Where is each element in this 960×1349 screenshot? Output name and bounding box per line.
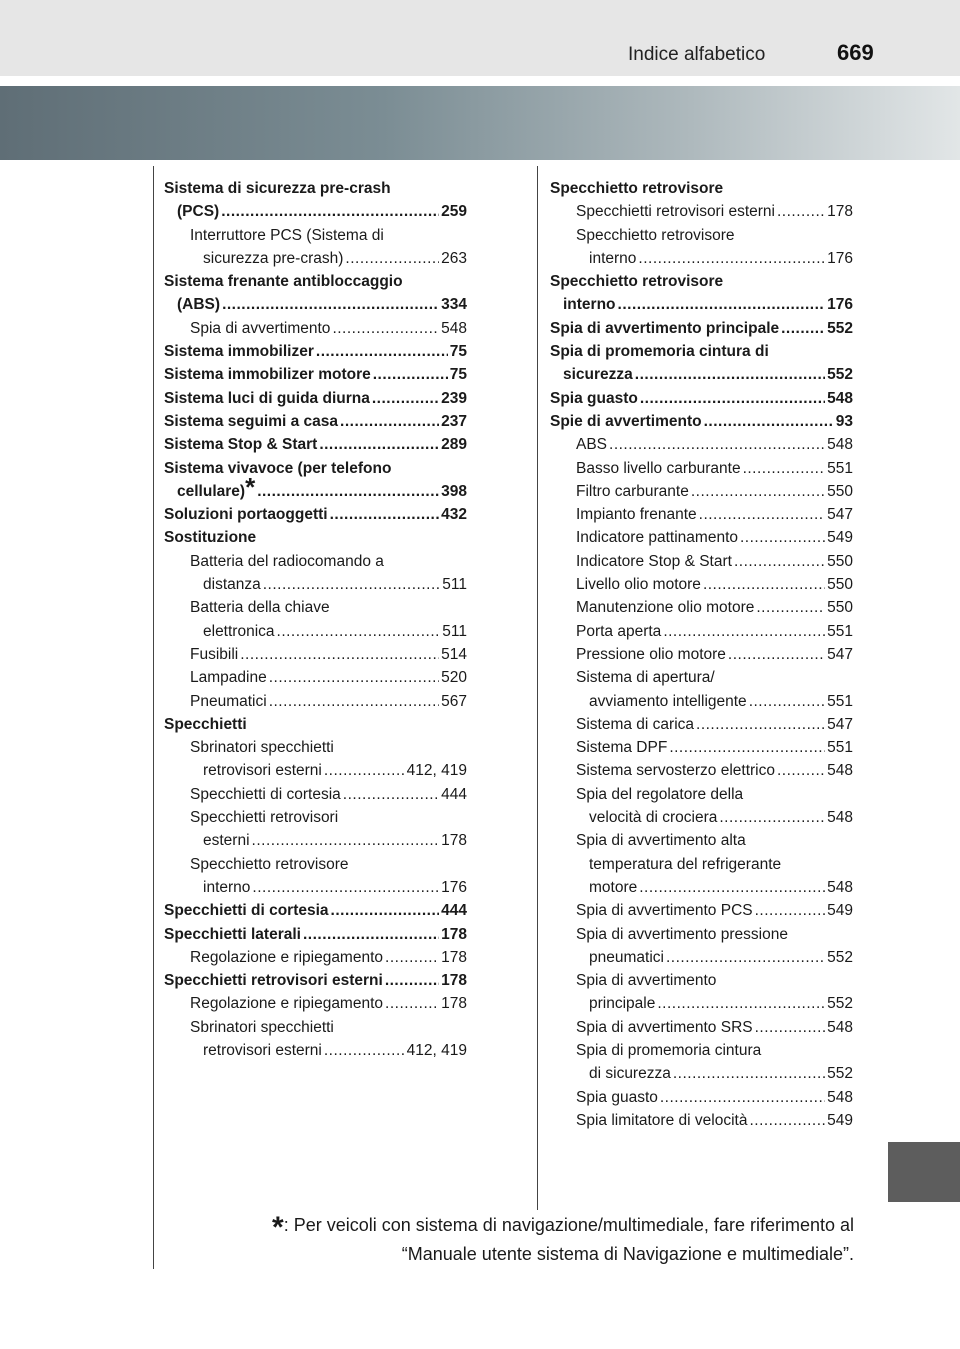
- entry-text: cellulare): [177, 482, 246, 500]
- index-entry: [550, 713, 853, 736]
- index-entry: [550, 946, 853, 969]
- entry-text: Porta aperta: [576, 622, 662, 640]
- index-entry: [550, 1016, 853, 1039]
- entry-text: Sistema vivavoce (per telefono: [164, 459, 392, 477]
- index-entry: [550, 1062, 853, 1085]
- page-ref: 514: [441, 645, 467, 663]
- entry-text: Sistema di apertura/: [576, 669, 715, 687]
- entry-text: Spia di avvertimento: [576, 972, 717, 990]
- leader-dots: [755, 1016, 826, 1039]
- entry-text: Spia limitatore di velocità: [576, 1111, 748, 1129]
- page-ref: 237: [441, 412, 467, 430]
- index-entry: [164, 946, 467, 969]
- entry-text: Soluzioni portaoggetti: [164, 506, 328, 524]
- leader-dots: [340, 410, 439, 433]
- page-ref: 334: [441, 296, 467, 314]
- entry-text: Spia di avvertimento alta: [576, 832, 746, 850]
- margin-rule: [153, 166, 154, 1269]
- entry-text: Pressione olio motore: [576, 645, 726, 663]
- index-entry: [550, 480, 853, 503]
- entry-text: retrovisori esterni: [203, 1041, 322, 1059]
- entry-text: Sistema frenante antibloccaggio: [164, 273, 403, 291]
- leader-dots: [332, 317, 439, 340]
- page-ref: 548: [827, 762, 853, 780]
- entry-text: retrovisori esterni: [203, 762, 322, 780]
- leader-dots: [696, 713, 825, 736]
- index-entry: [164, 200, 467, 223]
- leader-dots: [781, 317, 825, 340]
- entry-text: Spia guasto: [550, 389, 638, 407]
- index-entry: [550, 363, 853, 386]
- index-entry: [550, 1109, 853, 1132]
- entry-text: Spia del regolatore della: [576, 785, 744, 803]
- page-ref: 444: [441, 785, 467, 803]
- index-entry: [164, 1016, 467, 1039]
- index-entry: [164, 177, 467, 200]
- entry-text: Sbrinatori specchietti: [190, 1018, 334, 1036]
- index-entry: [164, 247, 467, 270]
- leader-dots: [638, 247, 825, 270]
- index-entry: [164, 410, 467, 433]
- entry-text: Sistema seguimi a casa: [164, 412, 339, 430]
- entry-text: Specchietto retrovisore: [550, 180, 724, 197]
- leader-dots: [639, 876, 825, 899]
- page-ref: 75: [449, 343, 467, 361]
- footnote-star: *: [272, 1211, 284, 1244]
- index-entry: [164, 1039, 467, 1062]
- index-entry: [164, 899, 467, 922]
- leader-dots: [756, 596, 825, 619]
- index-entry: [164, 596, 467, 619]
- page-ref: 552: [827, 995, 853, 1013]
- page-ref: 75: [449, 366, 467, 384]
- entry-text: Specchietti di cortesia: [190, 785, 341, 803]
- leader-dots: [324, 1039, 405, 1062]
- leader-dots: [657, 992, 825, 1015]
- leader-dots: [699, 503, 825, 526]
- leader-dots: [252, 829, 440, 852]
- page-ref: 239: [441, 389, 467, 407]
- index-entry: [550, 736, 853, 759]
- page-ref: 547: [827, 715, 853, 733]
- leader-dots: [660, 1086, 825, 1109]
- leader-dots: [343, 783, 439, 806]
- page-ref: 550: [827, 576, 853, 594]
- page-ref: 548: [827, 1088, 853, 1106]
- entry-text: sicurezza pre-crash): [203, 249, 344, 267]
- page-ref: 520: [441, 669, 467, 687]
- page-ref: 549: [827, 529, 853, 547]
- index-entry: [550, 200, 853, 223]
- index-entry: [550, 853, 853, 876]
- page-ref: 289: [441, 436, 467, 454]
- page-header-bar: [0, 0, 960, 76]
- index-entry: [550, 643, 853, 666]
- index-entry: [550, 526, 853, 549]
- page-ref: 511: [442, 576, 467, 594]
- entry-text: Indicatore Stop & Start: [576, 552, 732, 570]
- entry-text: Specchietti retrovisori: [190, 809, 339, 827]
- entry-text: Basso livello carburante: [576, 459, 741, 477]
- index-entry: [550, 596, 853, 619]
- page-ref: 552: [827, 1065, 853, 1083]
- leader-dots: [669, 736, 825, 759]
- index-column-left: [164, 177, 467, 1062]
- index-entry: [550, 1039, 853, 1062]
- page-ref: 552: [827, 366, 853, 384]
- entry-text: Interruttore PCS (Sistema di: [190, 226, 384, 244]
- entry-text: Specchietti laterali: [164, 925, 301, 943]
- entry-text: (PCS): [177, 203, 220, 221]
- page-ref: 548: [441, 319, 467, 337]
- section-thumb-tab: [888, 1142, 960, 1202]
- leader-dots: [640, 387, 825, 410]
- page-ref: 548: [827, 1018, 853, 1036]
- page-ref: 412, 419: [406, 1041, 467, 1059]
- index-entry: [550, 923, 853, 946]
- leader-dots: [345, 247, 439, 270]
- index-entry: [550, 270, 853, 293]
- index-entry: [550, 457, 853, 480]
- page-ref: 432: [441, 506, 467, 524]
- page-ref: 176: [827, 296, 853, 314]
- index-entry: [164, 643, 467, 666]
- leader-dots: [319, 433, 439, 456]
- index-entry: [164, 363, 467, 386]
- leader-dots: [385, 992, 439, 1015]
- leader-dots: [777, 759, 825, 782]
- page-ref: 548: [827, 878, 853, 896]
- index-entry: [550, 806, 853, 829]
- entry-text: velocità di crociera: [589, 809, 718, 827]
- page-ref: 551: [827, 622, 853, 640]
- index-entry: [550, 829, 853, 852]
- leader-dots: [303, 923, 439, 946]
- entry-text: Sistema Stop & Start: [164, 436, 318, 454]
- leader-dots: [749, 1109, 825, 1132]
- index-entry: [550, 177, 853, 200]
- index-entry: [164, 550, 467, 573]
- index-entry: [550, 783, 853, 806]
- index-entry: [164, 526, 467, 549]
- leader-dots: [385, 946, 439, 969]
- page-ref: 398: [441, 482, 467, 500]
- index-entry: [550, 317, 853, 340]
- page-ref: 178: [441, 832, 467, 850]
- leader-dots: [728, 643, 825, 666]
- index-entry: [164, 433, 467, 456]
- page-ref: 259: [441, 203, 467, 221]
- page-ref: 551: [827, 459, 853, 477]
- index-entry: [164, 923, 467, 946]
- index-entry: [164, 620, 467, 643]
- page-ref: 550: [827, 482, 853, 500]
- entry-text: Regolazione e ripiegamento: [190, 948, 384, 966]
- entry-text: Indicatore pattinamento: [576, 529, 738, 547]
- index-entry: [164, 713, 467, 736]
- index-entry: [550, 1086, 853, 1109]
- index-entry: [550, 759, 853, 782]
- entry-text: interno: [203, 878, 251, 896]
- page-ref: 548: [827, 809, 853, 827]
- page-ref: 176: [441, 878, 467, 896]
- index-entry: [550, 992, 853, 1015]
- index-entry: [550, 224, 853, 247]
- leader-dots: [618, 293, 826, 316]
- footnote-line-2: “Manuale utente sistema di Navigazione e multimediale”.: [401, 1244, 854, 1264]
- entry-text: Livello olio motore: [576, 576, 701, 594]
- index-entry: [164, 293, 467, 316]
- entry-text: interno: [563, 296, 616, 314]
- entry-text: Spia di avvertimento: [190, 319, 331, 337]
- page-ref: 548: [827, 389, 853, 407]
- index-entry: [164, 992, 467, 1015]
- page-ref: 178: [827, 203, 853, 221]
- index-entry: [550, 433, 853, 456]
- page-ref: 178: [441, 995, 467, 1013]
- footnote: [244, 1212, 854, 1268]
- entry-text: Spia di avvertimento principale: [550, 319, 780, 337]
- index-entry: [550, 899, 853, 922]
- entry-text: Spia di avvertimento pressione: [576, 925, 788, 943]
- page-ref: 176: [827, 249, 853, 267]
- index-entry: [164, 224, 467, 247]
- entry-text: Spia di avvertimento PCS: [576, 902, 753, 920]
- entry-text: elettronica: [203, 622, 275, 640]
- index-entry: [550, 503, 853, 526]
- page-ref: 178: [441, 972, 467, 990]
- page-ref: 93: [835, 412, 853, 430]
- index-entry: [164, 853, 467, 876]
- section-title: Indice alfabetico: [628, 44, 766, 65]
- index-entry: [164, 876, 467, 899]
- index-entry: [550, 340, 853, 363]
- entry-text: di sicurezza: [589, 1065, 671, 1083]
- entry-text: Spia di promemoria cintura: [576, 1041, 762, 1059]
- index-entry: [550, 293, 853, 316]
- header-banner: [0, 86, 960, 160]
- leader-dots: [666, 946, 825, 969]
- index-entry: [164, 503, 467, 526]
- index-entry: [550, 666, 853, 689]
- leader-dots: [269, 666, 439, 689]
- entry-text: interno: [589, 249, 637, 267]
- entry-text: Batteria del radiocomando a: [190, 552, 384, 570]
- page-ref: 511: [442, 622, 467, 640]
- entry-text: Spia guasto: [576, 1088, 658, 1106]
- leader-dots: [740, 526, 825, 549]
- page-ref: 444: [441, 902, 467, 920]
- index-entry: [164, 387, 467, 410]
- leader-dots: [372, 387, 439, 410]
- leader-dots: [222, 293, 439, 316]
- leader-dots: [277, 620, 441, 643]
- page-ref: 178: [441, 925, 467, 943]
- leader-dots: [663, 620, 825, 643]
- entry-text: esterni: [203, 832, 250, 850]
- index-column-right: [550, 177, 853, 1132]
- entry-text: Specchietto retrovisore: [550, 273, 724, 291]
- index-entry: [550, 690, 853, 713]
- entry-text: Sistema luci di guida diurna: [164, 389, 370, 407]
- leader-dots: [703, 573, 825, 596]
- entry-text: Specchietti retrovisori esterni: [164, 972, 383, 990]
- column-divider: [537, 166, 538, 1210]
- entry-text: Sistema di sicurezza pre-crash: [164, 180, 391, 197]
- entry-text: Lampadine: [190, 669, 267, 687]
- entry-text: Specchietti di cortesia: [164, 902, 329, 920]
- leader-dots: [673, 1062, 825, 1085]
- entry-text: Sbrinatori specchietti: [190, 739, 334, 757]
- leader-dots: [749, 690, 825, 713]
- index-entry: [550, 876, 853, 899]
- leader-dots: [691, 480, 825, 503]
- page-ref: 547: [827, 506, 853, 524]
- entry-text: (ABS): [177, 296, 221, 314]
- index-entry: [164, 806, 467, 829]
- index-entry: [550, 620, 853, 643]
- leader-dots: [221, 200, 439, 223]
- entry-text: Filtro carburante: [576, 482, 689, 500]
- page-ref: 551: [827, 739, 853, 757]
- leader-dots: [635, 363, 825, 386]
- leader-dots: [330, 503, 440, 526]
- page-ref: 552: [827, 319, 853, 337]
- page-ref: 549: [827, 1111, 853, 1129]
- page-ref: 549: [827, 902, 853, 920]
- leader-dots: [719, 806, 825, 829]
- page-ref: 178: [441, 948, 467, 966]
- entry-text: temperatura del refrigerante: [589, 855, 782, 873]
- index-entry: [550, 247, 853, 270]
- leader-dots: [385, 969, 439, 992]
- leader-dots: [263, 573, 441, 596]
- leader-dots: [331, 899, 440, 922]
- index-entry: [550, 573, 853, 596]
- page-ref: 552: [827, 948, 853, 966]
- entry-text: Specchietti: [164, 715, 247, 733]
- index-entry: [550, 387, 853, 410]
- footnote-line-1: *: Per veicoli con sistema di navigazione/multimediale, fare riferimento al: [272, 1211, 854, 1244]
- entry-text: Sistema servosterzo elettrico: [576, 762, 775, 780]
- page-number: 669: [837, 40, 874, 65]
- index-entry: [164, 317, 467, 340]
- leader-dots: [777, 200, 825, 223]
- page-ref: 548: [827, 436, 853, 454]
- index-entry: [164, 340, 467, 363]
- entry-text: Sistema immobilizer: [164, 343, 314, 361]
- page-ref: 550: [827, 599, 853, 617]
- leader-dots: [316, 340, 448, 363]
- entry-text: principale: [589, 995, 656, 1013]
- leader-dots: [609, 433, 825, 456]
- entry-text: Manutenzione olio motore: [576, 599, 755, 617]
- index-entry: [164, 666, 467, 689]
- entry-text: Fusibili: [190, 645, 239, 663]
- index-entry: [164, 573, 467, 596]
- entry-text: Sistema DPF: [576, 739, 668, 757]
- page-ref: 567: [441, 692, 467, 710]
- entry-text: Impianto frenante: [576, 506, 697, 524]
- entry-text: motore: [589, 878, 638, 896]
- leader-dots: [240, 643, 439, 666]
- entry-text: sicurezza: [563, 366, 633, 384]
- entry-text: Specchietto retrovisore: [576, 226, 735, 244]
- index-entry: [550, 969, 853, 992]
- entry-text: distanza: [203, 576, 261, 594]
- entry-text: Batteria della chiave: [190, 599, 330, 617]
- leader-dots: [252, 876, 439, 899]
- entry-text: Sistema di carica: [576, 715, 695, 733]
- index-entry: cellulare) * ..... 398: [164, 480, 467, 503]
- entry-text: Regolazione e ripiegamento: [190, 995, 384, 1013]
- entry-text: Spia di promemoria cintura di: [550, 343, 769, 361]
- index-entry: [164, 270, 467, 293]
- leader-dots: [743, 457, 826, 480]
- index-entry: [164, 783, 467, 806]
- leader-dots: [734, 550, 825, 573]
- leader-dots: [704, 410, 834, 433]
- page-ref: 550: [827, 552, 853, 570]
- entry-text: Specchietti retrovisori esterni: [576, 203, 775, 221]
- page-ref: 547: [827, 645, 853, 663]
- page-ref: 412, 419: [406, 762, 467, 780]
- leader-dots: [755, 899, 826, 922]
- entry-text: Sostituzione: [164, 529, 257, 547]
- leader-dots: [324, 759, 405, 782]
- leader-dots: [373, 363, 448, 386]
- page-ref: 551: [827, 692, 853, 710]
- entry-text: Pneumatici: [190, 692, 267, 710]
- index-entry: [164, 736, 467, 759]
- index-entry: [164, 457, 467, 480]
- entry-text: ABS: [576, 436, 608, 454]
- entry-text: avviamento intelligente: [589, 692, 747, 710]
- entry-text: Specchietto retrovisore: [190, 855, 349, 873]
- entry-text: Spie di avvertimento: [550, 412, 702, 430]
- index-entry: [164, 969, 467, 992]
- index-entry: [164, 829, 467, 852]
- entry-text: Sistema immobilizer motore: [164, 366, 371, 384]
- page-ref: 263: [441, 249, 467, 267]
- index-entry: [164, 690, 467, 713]
- index-entry: [550, 410, 853, 433]
- entry-text: Spia di avvertimento SRS: [576, 1018, 753, 1036]
- entry-text: pneumatici: [589, 948, 664, 966]
- leader-dots: [269, 690, 439, 713]
- index-entry: [550, 550, 853, 573]
- leader-dots: [257, 480, 439, 503]
- index-entry: [164, 759, 467, 782]
